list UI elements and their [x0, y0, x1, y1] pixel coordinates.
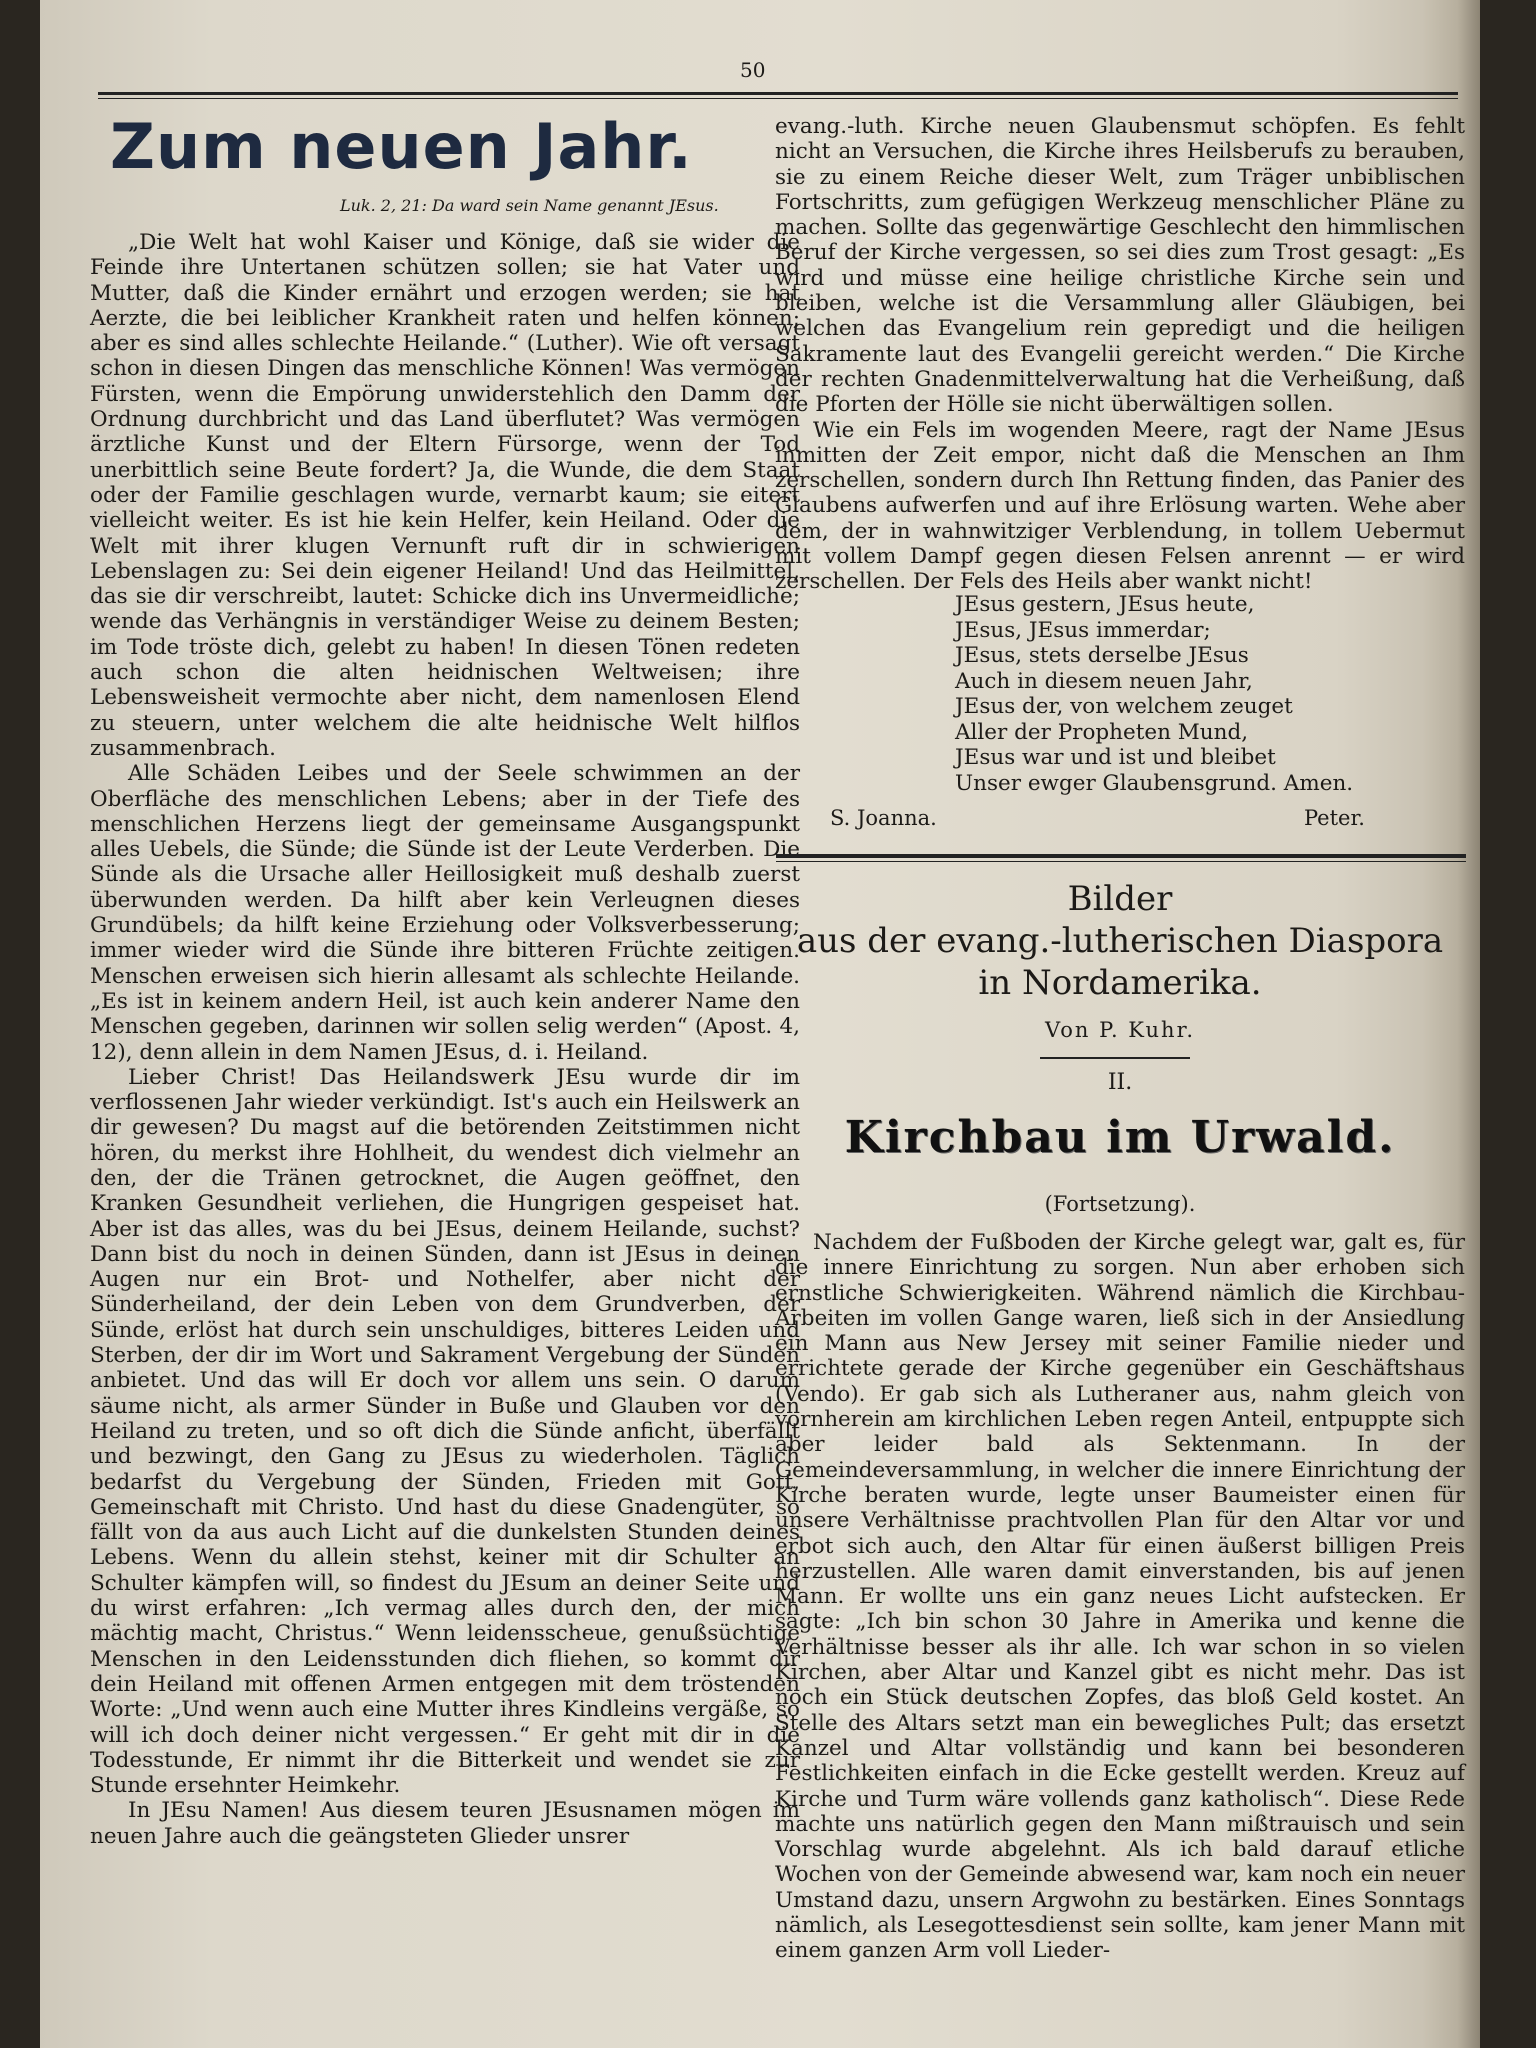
paragraph: In JEsu Namen! Aus diesem teuren JEsusnamen mögen im neuen Jahre auch die geängsteten Glieder unsrer: [90, 1798, 800, 1849]
short-rule: [1040, 1057, 1190, 1059]
poem-line: JEsus war und ist und bleibet: [955, 745, 1276, 770]
paragraph: Alle Schäden Leibes und der Seele schwimmen an der Oberfläche des menschlichen Lebens; aber in der Tiefe des menschlichen Herzens liegt der gemeinsame Ausgangspunkt alles Uebels, die Sünde; die Sünde ist der Leute Verderben. Die Sünde als die Ursache aller Heillosigkeit muß deshalb zuerst überwunden werden. Da hilft aber kein Verleugnen dieses Grundübels; da hilft keine Erziehung oder Volksverbesserung; immer wieder wird die Sünde ihre bitteren Früchte zeitigen. Menschen erweisen sich hierin allesamt als schlechte Heilande. „Es ist in keinem andern Heil, ist auch kein anderer Name den Menschen gegeben, darinnen wir sollen selig werden“ (Apost. 4, 12), denn allein in dem Namen JEsus, d. i. Heiland.: [90, 761, 800, 1065]
poem-line: JEsus, JEsus immerdar;: [955, 617, 1211, 643]
paragraph: Wie ein Fels im wogenden Meere, ragt der Name JEsus inmitten der Zeit empor, nicht daß die Menschen an Ihm zerschellen, sondern durch Ihn Rettung finden, das Panier des Glaubens aufwerfen und auf ihre Erlösung warten. Wehe aber dem, der in wahnwitziger Verblendung, in tollem Uebermut mit vollem Dampf gegen diesen Felsen anrennt — er wird zerschellen. Der Fels des Heils aber wankt nicht!: [775, 417, 1465, 595]
continued-note: (Fortsetzung).: [1044, 1192, 1196, 1216]
signature-place: S. Joanna.: [830, 806, 937, 830]
bible-verse: [340, 194, 760, 218]
section-title: Kirchbau im Urwald.: [844, 1112, 1396, 1163]
signature-author: Peter.: [1304, 806, 1365, 830]
poem-line: JEsus der, von welchem zeuget: [955, 694, 1293, 719]
right-column-bottom: [775, 1230, 1465, 1964]
heading-line: in Nordamerika.: [978, 963, 1262, 1003]
right-column-top: [775, 114, 1465, 595]
poem-line: Aller der Propheten Mund,: [955, 719, 1249, 745]
series-heading: [775, 878, 1465, 1004]
poem-line: JEsus gestern, JEsus heute,: [955, 592, 1255, 617]
verse-reference: Luk. 2, 21:: [340, 196, 427, 215]
page-number: 50: [740, 58, 766, 82]
poem-line: Auch in diesem neuen Jahr,: [955, 668, 1253, 694]
newspaper-page: [40, 0, 1480, 2048]
paragraph: Lieber Christ! Das Heilandswerk JEsu wurde dir im verflossenen Jahr wieder verkündigt. Ist's auch ein Heilswerk an dir gewesen? Du magst auf die betörenden Zeitstimmen nicht hören, du merkst ihre Hohlheit, du wendest dich vielmehr an den, der die Tränen getrocknet, die Augen geöffnet, den Kranken Gesundheit verliehen, die Hungrigen gespeiset hat. Aber ist das alles, was du bei JEsus, deinem Heilande, suchst? Dann bist du noch in deinen Sünden, dann ist JEsus in deinen Augen nur ein Brot- und Nothelfer, aber nicht der Sünderheiland, der dein Leben von dem Grundverben, der Sünde, erlöst hat durch sein unschuldiges, bitteres Leiden und Sterben, der dir im Wort und Sakrament Vergebung der Sünden anbietet. Und das will Er doch vor allem uns sein. O darum säume nicht, als armer Sünder in Buße und Glauben vor den Heiland zu treten, und so oft dich die Sünde anficht, überfällt und bezwingt, den Gang zu JEsus zu wiederholen. Täglich bedarfst du Vergebung der Sünden, Frieden mit Gott, Gemeinschaft mit Christo. Und hast du diese Gnadengüter, so fällt von da aus auch Licht auf die dunkelsten Stunden deines Lebens. Wenn du allein stehst, keiner mit dir Schulter an Schulter kämpfen will, so findest du JEsum an deiner Seite und du wirst erfahren: „Ich vermag alles durch den, der mich mächtig macht, Christus.“ Wenn leidensscheue, genußsüchtige Menschen in den Leidensstunden dich fliehen, so kommt dir dein Heiland mit offenen Armen entgegen mit dem tröstenden Worte: „Und wenn auch eine Mutter ihres Kindleins vergäße, so will ich doch deiner nicht vergessen.“ Er geht mit dir in die Todesstunde, Er nimmt ihr die Bitterkeit und wendet sie zur Stunde ersehnter Heimkehr.: [90, 1064, 800, 1799]
paragraph: Nachdem der Fußboden der Kirche gelegt war, galt es, für die innere Einrichtung zu sorgen. Nun aber erhoben sich ernstliche Schwierigkeiten. Während nämlich die Kirchbau-Arbeiten im vollen Gange waren, ließ sich in der Ansiedlung ein Mann aus New Jersey mit seiner Familie nieder und errichtete gerade der Kirche gegenüber ein Geschäftshaus (Vendo). Er gab sich als Lutheraner aus, nahm gleich von vornherein am kirchlichen Leben regen Anteil, entpuppte sich aber leider bald als Sektenmann. In der Gemeindeversammlung, in welcher die innere Einrichtung der Kirche beraten wurde, legte unser Baumeister einen für unsere Verhältnisse prachtvollen Plan für den Altar vor und erbot sich auch, den Altar für einen äußerst billigen Preis herzustellen. Alle waren damit einverstanden, bis auf jenen Mann. Er wollte uns ein ganz neues Licht aufstecken. Er sagte: „Ich bin schon 30 Jahre in Amerika und kenne die Verhältnisse besser als ihr alle. Ich war schon in so vielen Kirchen, aber Altar und Kanzel gibt es nicht mehr. Das ist noch ein Stück deutschen Zopfes, das bloß Geld kostet. An Stelle des Altars setzt man ein bewegliches Pult; das ersetzt Kanzel und Altar vollständig und kann bei besonderen Festlichkeiten einfach in die Ecke gestellt werden. Kreuz auf Kirche und Turm wäre vollends ganz katholisch“. Diese Rede machte uns natürlich gegen den Mann mißtrauisch und sein Vorschlag wurde abgelehnt. Als ich bald darauf etliche Wochen von der Gemeinde abwesend war, kam noch ein neuer Umstand dazu, unsern Argwohn zu bestärken. Eines Sonntags nämlich, als Lesegottesdienst sein sollte, kam jener Mann mit einem ganzen Arm voll Lieder-: [775, 1230, 1465, 1964]
section-divider: [776, 854, 1466, 862]
part-number: II.: [1107, 1070, 1133, 1095]
paragraph: evang.-luth. Kirche neuen Glaubensmut schöpfen. Es fehlt nicht an Versuchen, die Kirche ihres Heilsberufs zu berauben, sie zu einem Reiche dieser Welt, zum Träger unbiblischen Fortschritts, zum gefügigen Werkzeug menschlicher Pläne zu machen. Sollte das gegenwärtige Geschlecht den himmlischen Beruf der Kirche vergessen, so sei dies zum Trost gesagt: „Es wird und müsse eine heilige christliche Kirche sein und bleiben, welche ist die Versammlung aller Gläubigen, bei welchen das Evangelium rein gepredigt und die heiligen Sakramente laut des Evangelii gereicht werden.“ Die Kirche der rechten Gnadenmittelverwaltung hat die Verheißung, daß die Pforten der Hölle sie nicht überwältigen sollen.: [775, 114, 1465, 418]
heading-line: Bilder: [1067, 879, 1173, 919]
poem: [955, 592, 1395, 796]
poem-line: JEsus, stets derselbe JEsus: [955, 643, 1249, 668]
paragraph: „Die Welt hat wohl Kaiser und Könige, daß sie wider die Feinde ihre Untertanen schützen sollen; sie hat Vater und Mutter, daß die Kinder ernährt und erzogen werden; sie hat Aerzte, die bei leiblicher Krankheit raten und helfen können; aber es sind alles schlechte Heilande.“ (Luther). Wie oft versagt schon in diesen Dingen das menschliche Können! Was vermögen Fürsten, wenn die Empörung unwiderstehlich den Damm der Ordnung durchbricht und das Land überflutet? Was vermögen ärztliche Kunst und der Eltern Fürsorge, wenn der Tod unerbittlich seine Beute fordert? Ja, die Wunde, die dem Staat oder der Familie geschlagen wurde, vernarbt kaum; sie eitert vielleicht weiter. Es ist hie kein Helfer, kein Heiland. Oder die Welt mit ihrer klugen Vernunft ruft dir in schwierigen Lebenslagen zu: Sei dein eigener Heiland! Und das Heilmittel, das sie dir verschreibt, lautet: Schicke dich ins Unvermeidliche; wende das Verhängnis in verständiger Weise zu deinem Besten; im Tode tröste dich, gelebt zu haben! In diesen Tönen redeten auch schon die alten heidnischen Weltweisen; ihre Lebensweisheit vermochte aber nicht, dem namenlosen Elend zu steuern, unter welchem die alte heidnische Welt hilflos zusammenbrach.: [90, 230, 800, 761]
author-byline: Von P. Kuhr.: [1045, 1018, 1195, 1042]
header-rule: [98, 92, 1458, 99]
article-title: Zum neuen Jahr.: [110, 110, 693, 183]
poem-line: Unser ewger Glaubensgrund. Amen.: [955, 770, 1354, 796]
left-column: [90, 230, 800, 1849]
heading-line: aus der evang.-lutherischen Diaspora: [796, 921, 1444, 961]
verse-text: Da ward sein Name genannt JEsus.: [432, 196, 719, 215]
